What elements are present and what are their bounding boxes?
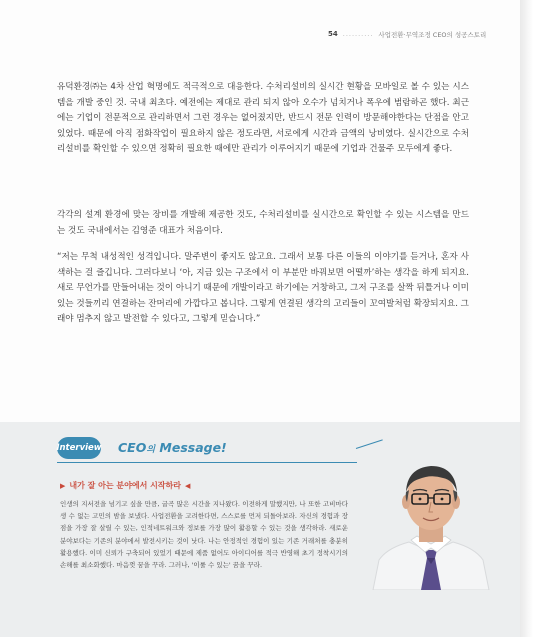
running-header (328, 27, 503, 41)
ceo-quote: 인생의 지서전을 넘기고 싶을 만큼, 굽곡 많은 시간을 지나왔다. 이전하게 말했지만, 나 또한 고비마다 생 수 없는 고민의 밤을 보냈다. 사업전환을 고려한다면, 스스로를 먼저 되돌아보라. 자신의 경험과 장점을 가장 잘 살릴 수 있는, 인적네트워크와 정보를 가장 많이 활용할 수 있는 것을 생각하라. 새로운 분야보다는 기존의 분야에서 발전시키는 것이 낫다. 나는 안정적인 경험이 있는 기존 거래처를 충분히 활용했다. 이미 신뢰가 구축되어 있었기 때문에 제품 없어도 아이디어를 적극 반영해 초기 정착시기의 손해를 최소화했다. 마음껏 꿈을 꾸라. 그러나, '이룰 수 있는' 꿈을 꾸라. (60, 500, 348, 570)
header-dots: .......... (342, 30, 374, 38)
page-number: 54 (328, 30, 338, 38)
ceo-portrait-icon (365, 452, 497, 590)
ceo-message-title (118, 440, 227, 455)
interview-badge: Interview (57, 437, 101, 459)
page-edge (520, 0, 533, 637)
paragraph-1: 유덕환경㈜는 4차 산업 혁명에도 적극적으로 대응한다. 수처리설비의 실시간 현황을 모바일로 볼 수 있는 시스템을 개발 중인 것. 국내 최초다. 예전에는 제대로 관리 되지 않아 오수가 넘치거나 폭우에 범람하곤 했다. 최근에는 기업이 전문적으로 관리하면서 그런 경우는 없어졌지만, 반드시 전문 인력이 방문해야한다는 단점을 안고 있었다. 때문에 아직 점화작업이 필요하지 않은 정도라면, 서로에게 시간과 금액의 낭비였다. 실시간으로 수처리설비를 확인할 수 있으면 정확히 필요한 때에만 관리가 이루어지기 때문에 기업과 건물주 모두에게 좋다. (57, 82, 469, 155)
arrow-right-icon: ▶ (60, 481, 66, 490)
subtitle-text: 내가 잘 아는 분야에서 시작하라 (69, 481, 181, 490)
header-title: 사업전환·무역조정 CEO의 성공스토리 (378, 30, 487, 39)
ceo-title-main: CEO (118, 440, 147, 455)
ceo-title-particle: 의 (146, 445, 156, 455)
arrow-left-icon: ◀ (185, 481, 191, 490)
message-subtitle (60, 480, 190, 491)
badge-underline (57, 462, 357, 463)
ceo-title-end: Message! (155, 440, 227, 455)
paragraph-3: “저는 무척 내성적인 성격입니다. 말주변이 좋지도 않고요. 그래서 보통 다른 이들의 이야기를 듣거나, 혼자 사색하는 걸 즐깁니다. 그러다보니 ‘아, 지금 있는 구조에서 이 부분만 바꿔보면 어떨까’하는 생각을 하게 되지요. 새로 무언가를 만들어내는 것이 아니기 때문에 개발이라고 하기에는 거창하고, 그저 구조를 살짝 뒤틀거나 이미 있는 것들끼리 연결하는 잔머리에 가깝다고 봅니다. 그렇게 연결된 생각의 고리들이 꼬여발처럼 확장되지요. 그래야 멈추지 않고 발전할 수 있다고, 그렇게 믿습니다.” (57, 252, 469, 325)
paragraph-2: 각각의 설계 환경에 맞는 장비를 개발해 제공한 것도, 수처리설비를 실시간으로 확인할 수 있는 시스템을 만드는 것도 국내에서는 김영준 대표가 처음이다. (57, 210, 469, 236)
